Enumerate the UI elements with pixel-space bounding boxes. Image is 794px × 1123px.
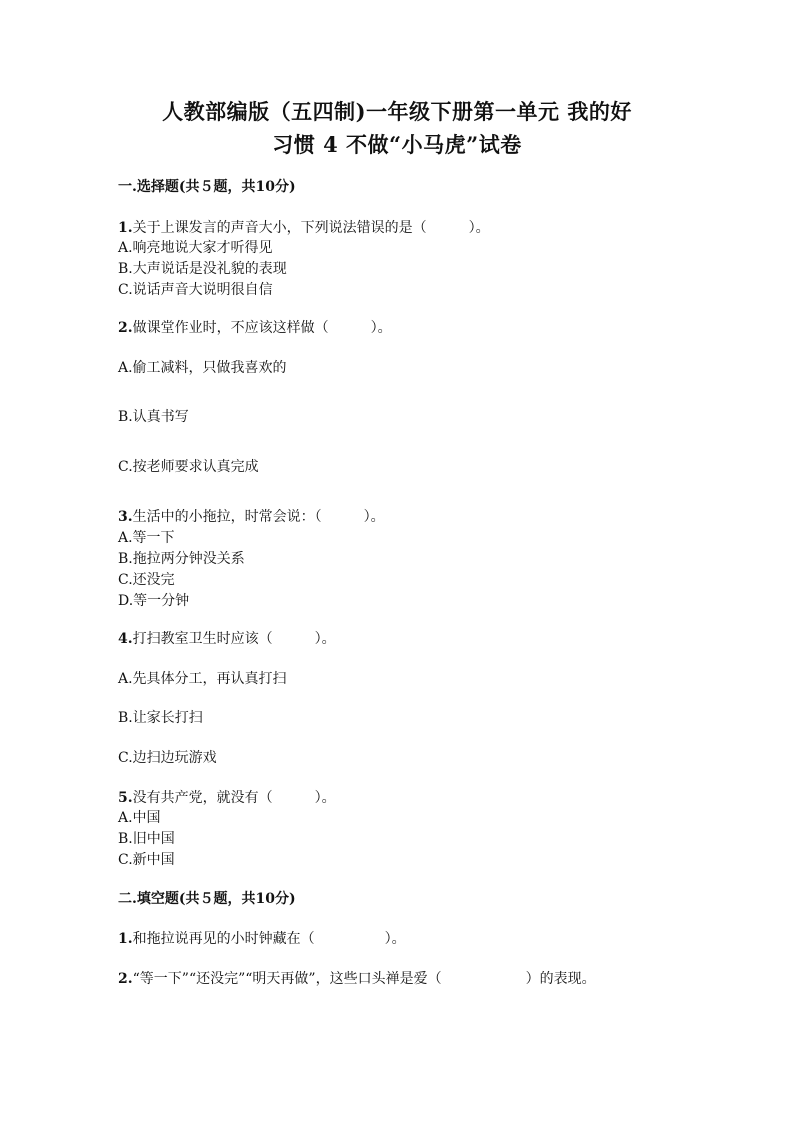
question-3	[118, 507, 688, 527]
option-item: C.边扫边玩游戏	[118, 750, 217, 766]
question-text: 和拖拉说再见的小时钟藏在（ ）。	[132, 931, 406, 947]
question-text: 没有共产党，就没有（ ）。	[132, 790, 336, 806]
option-item: B.拖拉两分钟没关系	[118, 551, 245, 567]
option-item: A.偷工减料，只做我喜欢的	[118, 360, 287, 376]
question-5	[118, 788, 688, 808]
option-item: D.等一分钟	[118, 593, 190, 609]
question-4	[118, 629, 688, 649]
option-item: C.新中国	[118, 852, 175, 868]
section-heading-fill-in: 二.填空题(共５题，共10分)	[118, 891, 296, 907]
option-item: B.认真书写	[118, 409, 189, 425]
option-item: C.还没完	[118, 572, 175, 588]
option-item: B.让家长打扫	[118, 710, 203, 726]
question-number: 3.	[118, 509, 133, 525]
option-item: B.大声说话是没礼貌的表现	[118, 261, 287, 277]
question-text: 生活中的小拖拉，时常会说：（ ）。	[132, 509, 385, 525]
option-item: C.说话声音大说明很自信	[118, 282, 273, 298]
option-item: A.先具体分工，再认真打扫	[118, 671, 287, 687]
question-text: 打扫教室卫生时应该（ ）。	[132, 631, 336, 647]
option-item: A.响亮地说大家才听得见	[118, 240, 273, 256]
exam-title-line-2: 习惯 4 不做“小马虎”试卷	[272, 132, 522, 157]
question-number: 4.	[118, 631, 133, 647]
question-text: 做课堂作业时，不应该这样做（ ）。	[132, 320, 392, 336]
question-2	[118, 318, 688, 338]
question-1	[118, 218, 688, 238]
exam-title-line-1: 人教部编版（五四制)一年级下册第一单元 我的好	[162, 99, 632, 124]
question-number: 2.	[118, 971, 133, 987]
question-number: 5.	[118, 790, 133, 806]
option-item: B.旧中国	[118, 831, 175, 847]
section-heading-multiple-choice: 一.选择题(共５题，共10分)	[118, 179, 296, 195]
option-item: A.中国	[118, 810, 161, 826]
option-item: C.按老师要求认真完成	[118, 459, 259, 475]
fill-question-1	[118, 929, 688, 949]
option-item: A.等一下	[118, 530, 175, 546]
question-text: “等一下”“还没完”“明天再做”，这些口头禅是爱（ ）的表现。	[132, 971, 596, 987]
question-text: 关于上课发言的声音大小，下列说法错误的是（ ）。	[132, 220, 490, 236]
question-number: 1.	[118, 931, 133, 947]
fill-question-2	[118, 969, 678, 989]
question-number: 1.	[118, 220, 133, 236]
question-number: 2.	[118, 320, 133, 336]
